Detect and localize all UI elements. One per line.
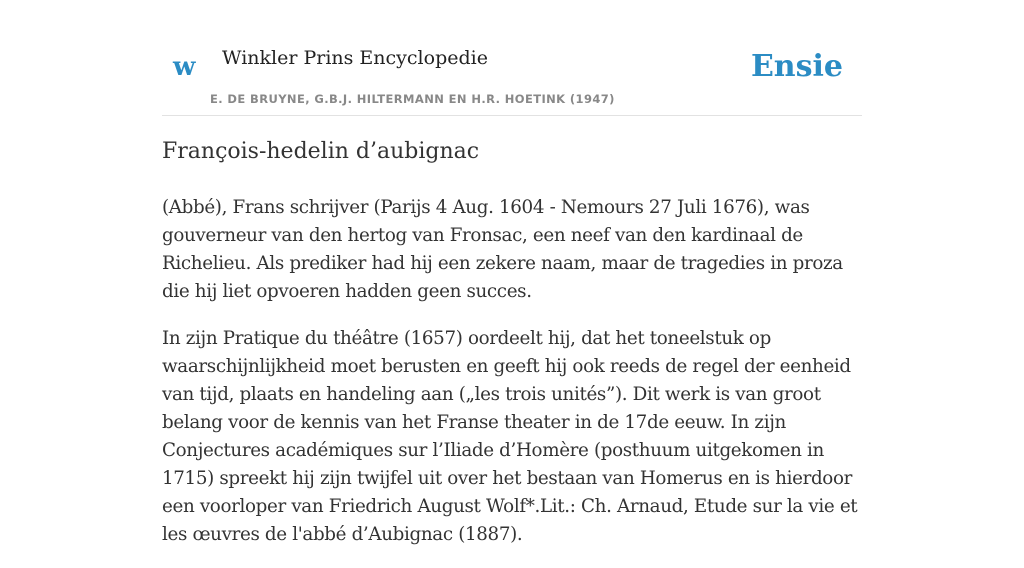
article xyxy=(162,138,867,568)
article-paragraph: In zijn Pratique du théâtre (1657) oordeelt hij, dat het toneelstuk op waarschijnlijkheid moet berusten en geeft hij ook reeds de regel der eenheid van tijd, plaats en handeling aan („les trois unités”). Dit werk is van groot belang voor de kennis van het Franse theater in de 17de eeuw. In zijn Conjectures académiques sur l’Iliade d’Homère (posthuum uitgekomen in 1715) spreekt hij zijn twijfel uit over het bestaan van Homerus en is hierdoor een voorloper van Friedrich August Wolf*.Lit.: Ch. Arnaud, Etude sur la vie et les œuvres de l'abbé d’Aubignac (1887). xyxy=(162,327,858,545)
article-paragraph: (Abbé), Frans schrijver (Parijs 4 Aug. 1604 - Nemours 27 Juli 1676), was gouverneur van den hertog van Fronsac, een neef van den kardinaal de Richelieu. Als prediker had hij een zekere naam, maar de tragedies in proza die hij liet opvoeren hadden geen succes. xyxy=(162,196,843,302)
source-authors: E. DE BRUYNE, G.B.J. HILTERMANN EN H.R. HOETINK (1947) xyxy=(210,92,615,106)
article-title: François-hedelin d’aubignac xyxy=(162,139,480,164)
source-title[interactable]: Winkler Prins Encyclopedie xyxy=(222,47,488,69)
winkler-prins-logo[interactable]: w xyxy=(173,52,196,82)
ensie-logo-link[interactable]: Ensie xyxy=(750,49,843,84)
site-header xyxy=(162,40,862,116)
